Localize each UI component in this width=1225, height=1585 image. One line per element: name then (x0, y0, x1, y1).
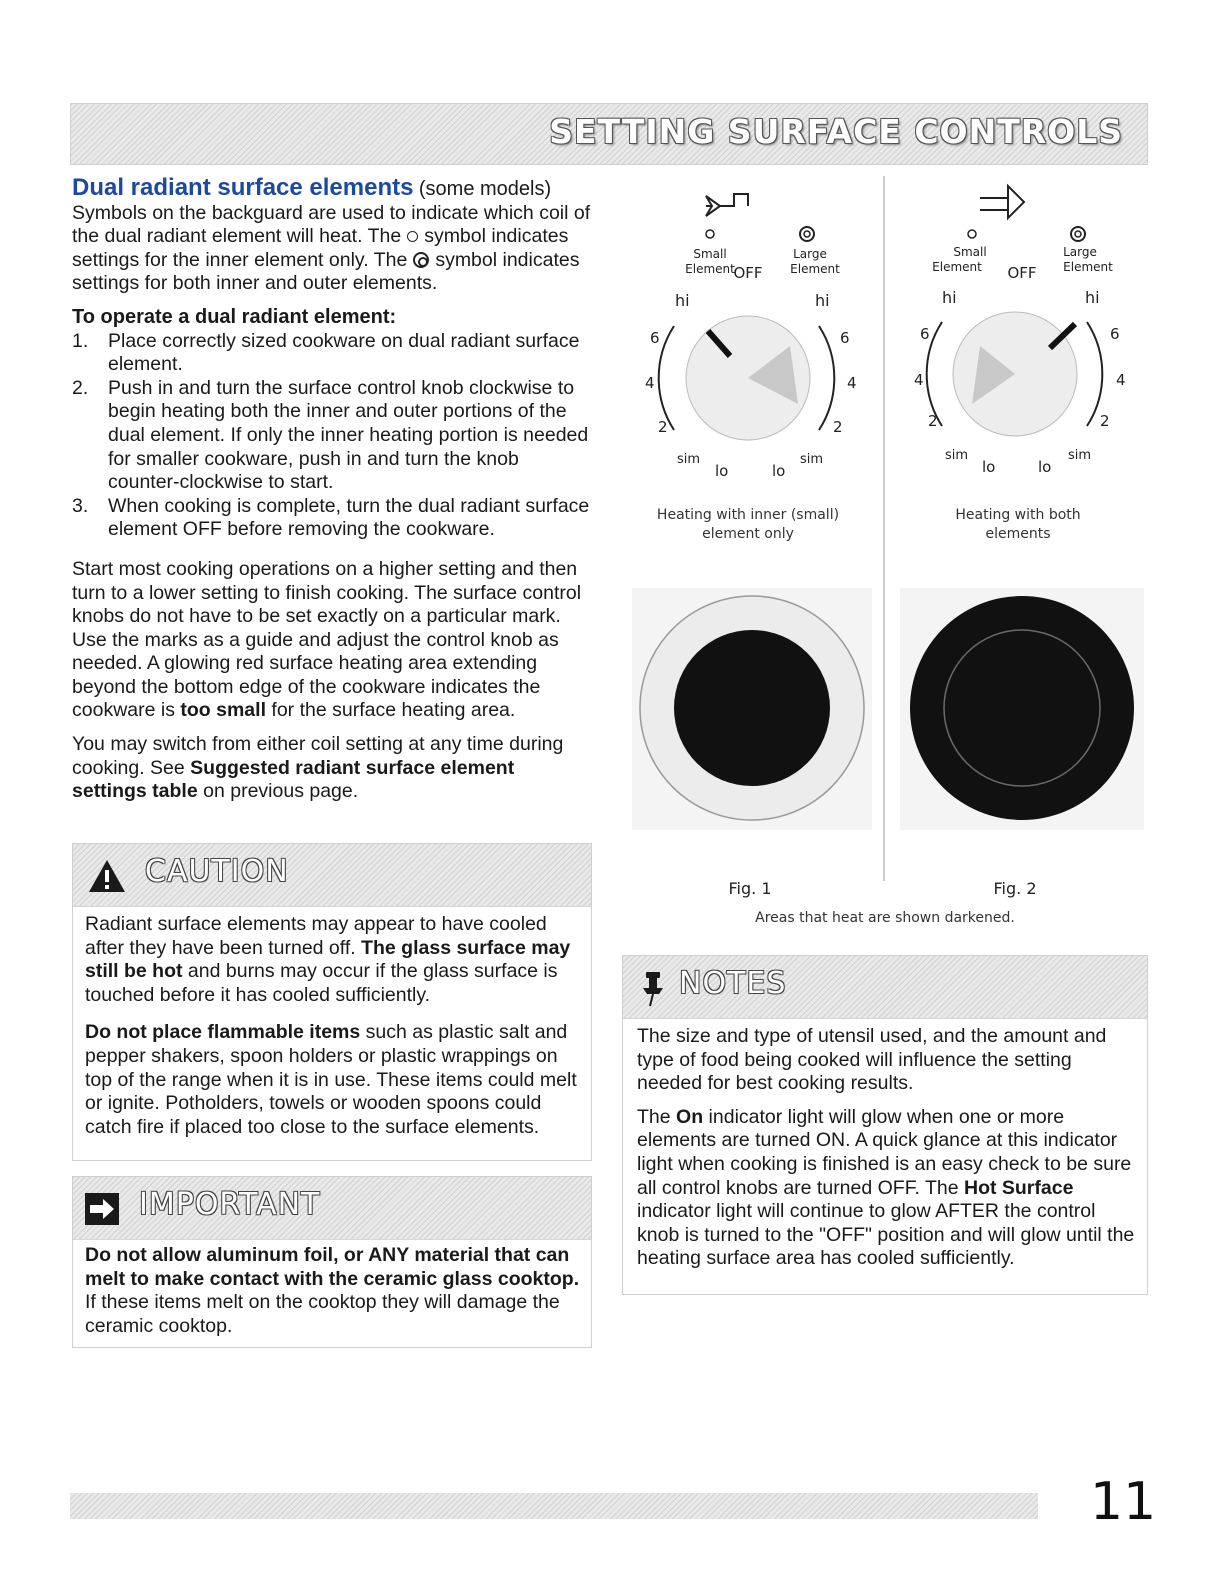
caution-body (73, 907, 591, 1147)
start-text-a: Start most cooking operations on a higher setting and then turn to a lower setting to finish cooking. The surface control knobs do not have to be set exactly on a particular mark. Use the marks as a guide and adjust the control knob as needed. A glowing red surface heating area extending beyond the bottom edge of the cookware indicates the cookware is (72, 557, 582, 722)
notes-body (623, 1019, 1147, 1279)
switch-text-c: on previous page. (203, 780, 359, 803)
element-diagram-1 (632, 588, 872, 830)
caution-text-a: Radiant surface elements may appear to have cooled after they have been turned off. (85, 913, 547, 959)
caution-paragraph-1 (85, 913, 581, 1007)
page-number: 11 (1090, 1472, 1157, 1532)
switch-text-a: You may switch from either coil setting at any time during cooking. See (72, 733, 564, 779)
lo-left: lo (715, 462, 729, 480)
hi-left-2: hi (942, 288, 957, 307)
important-paragraph (85, 1244, 581, 1338)
step-text: Push in and turn the surface control knob clockwise to begin heating both the inner and outer portions of the dual element. If only the inner heating portion is needed for smaller cookware, push in and turn the knob counter-clockwise to start. (108, 376, 589, 494)
switch-paragraph (72, 733, 594, 804)
lo-right: lo (772, 462, 786, 480)
figures-caption: Areas that heat are shown darkened. (755, 910, 1015, 926)
important-header (73, 1177, 591, 1240)
sim-left: sim (677, 452, 701, 467)
switch-text-bold: Suggested radiant surface element settings table (72, 756, 515, 803)
small-element-symbol-icon (706, 230, 714, 238)
element-label-1: Element (685, 262, 735, 276)
double-circle-icon (413, 252, 429, 268)
notes-text-hot-surface: Hot Surface (963, 1176, 1074, 1199)
important-title: IMPORTANT (139, 1187, 321, 1222)
step-number: 3. (72, 494, 89, 517)
footer-bar (70, 1493, 1038, 1519)
caution-title: CAUTION (145, 854, 289, 889)
notes-text-on: On (676, 1105, 704, 1128)
four-left-2: 4 (914, 371, 924, 389)
notes-header (623, 956, 1147, 1019)
small-element-symbol-icon-2 (968, 230, 976, 238)
dial-2-caption-line-2: elements (985, 526, 1051, 542)
lo-left-2: lo (982, 458, 996, 476)
six-right-2: 6 (1110, 325, 1120, 343)
step-number: 2. (72, 376, 89, 399)
notes-box (622, 955, 1148, 1295)
dual-radiant-heading: Dual radiant surface elements (72, 174, 414, 201)
large-label-2: Large (1063, 245, 1097, 259)
large-label-1: Large (793, 247, 827, 261)
notes-paragraph-2 (637, 1106, 1137, 1271)
large-element-symbol-icon (800, 227, 814, 241)
start-text-c: for the surface heating area. (271, 699, 516, 722)
left-column (72, 176, 594, 804)
sim-left-2: sim (945, 448, 969, 463)
four-right: 4 (847, 374, 857, 392)
intro-text-c: symbol indicates settings for both inner and outer elements. (72, 248, 580, 295)
start-text-bold: too small (180, 699, 266, 722)
element-label-2: Element (790, 262, 840, 276)
element-diagram-2 (900, 588, 1144, 830)
notes-text-a: The (637, 1105, 671, 1128)
two-right: 2 (833, 418, 843, 436)
off-label: OFF (733, 264, 763, 282)
small-label-1: Small (693, 247, 727, 261)
small-label-2: Small (953, 245, 987, 259)
sim-right: sim (800, 452, 824, 467)
dial-2-caption-line-1: Heating with both (955, 507, 1081, 523)
step-item (72, 495, 594, 542)
step-text: Place correctly sized cookware on dual radiant surface element. (108, 329, 580, 376)
caution-text-c: and burns may occur if the glass surface is touched before it has cooled sufficiently. (85, 960, 558, 1006)
operate-steps (72, 330, 594, 542)
notes-paragraph-1: The size and type of utensil used, and the amount and type of food being cooked will influence the setting needed for best cooking results. (637, 1025, 1107, 1095)
caution-header (73, 844, 591, 907)
caution-paragraph-2 (85, 1021, 581, 1139)
six-left: 6 (650, 329, 660, 347)
important-text-bold: Do not allow aluminum foil, or ANY material that can melt to make contact with the ceramic glass cooktop. (85, 1244, 580, 1290)
dial-1 (645, 194, 857, 542)
cw-arrowhead-icon (1008, 186, 1024, 218)
element-label-4: Element (1063, 260, 1113, 274)
step-text: When cooking is complete, turn the dual radiant surface element OFF before removing the cookware. (108, 494, 590, 541)
intro-paragraph (72, 202, 594, 296)
single-circle-icon (407, 231, 418, 242)
important-box (72, 1176, 592, 1348)
hi-right: hi (815, 291, 830, 310)
caution-box (72, 843, 592, 1161)
four-left: 4 (645, 374, 655, 392)
important-body (73, 1240, 591, 1346)
hi-left: hi (675, 291, 690, 310)
six-right: 6 (840, 329, 850, 347)
notes-text-c: indicator light will glow when one or more elements are turned ON. A quick glance at this indicator light when cooking is finished is an easy check to be sure all control knobs are turned OFF. The (637, 1105, 1132, 1199)
important-text: If these items melt on the cooktop they will damage the ceramic cooktop. (85, 1291, 560, 1337)
warning-triangle-icon (87, 858, 127, 894)
cw-arrow-icon (980, 188, 1010, 198)
hi-right-2: hi (1085, 288, 1100, 307)
off-label-2: OFF (1007, 264, 1037, 282)
step-item (72, 330, 594, 377)
notes-text-e: indicator light will continue to glow AFTER the control knob is turned to the "OFF" position and will glow until the heating surface area has cooled sufficiently. (637, 1200, 1135, 1270)
control-dials-figure (620, 176, 1150, 936)
dial-1-caption-line-2: element only (702, 526, 794, 542)
two-right-2: 2 (1100, 412, 1110, 430)
heading-suffix: (some models) (418, 178, 552, 200)
two-left: 2 (658, 418, 668, 436)
four-right-2: 4 (1116, 371, 1126, 389)
large-element-symbol-icon-2 (1071, 227, 1085, 241)
step-number: 1. (72, 329, 89, 352)
sim-right-2: sim (1068, 448, 1092, 463)
section-header-banner (70, 103, 1148, 165)
fig-1-label: Fig. 1 (728, 879, 772, 898)
six-left-2: 6 (920, 325, 930, 343)
operate-heading: To operate a dual radiant element: (72, 305, 397, 328)
element-label-3: Element (932, 260, 982, 274)
inner-element-1-heated (674, 630, 830, 786)
intro-heading (72, 176, 594, 202)
pushpin-icon (639, 968, 669, 1008)
two-left-2: 2 (928, 412, 938, 430)
notes-title: NOTES (679, 966, 787, 1001)
dial-1-caption-line-1: Heating with inner (small) (656, 507, 840, 523)
arrow-right-icon (85, 1193, 119, 1225)
figure-area (620, 176, 1150, 936)
dial-2 (914, 186, 1126, 542)
fig-2-label: Fig. 2 (993, 879, 1037, 898)
intro-text-a: Symbols on the backguard are used to indicate which coil of the dual radiant element will heat. The (72, 201, 591, 248)
step-item (72, 377, 594, 495)
caution-text-d: such as plastic salt and pepper shakers, spoon holders or plastic wrappings on top of the range when it is in use. These items could melt or ignite. Potholders, towels or wooden spoons could catch fire if placed too close to the surface elements. (85, 1021, 577, 1138)
lo-right-2: lo (1038, 458, 1052, 476)
caution-text-bold-2: Do not place flammable items (85, 1021, 361, 1044)
section-title: SETTING SURFACE CONTROLS (549, 112, 1123, 151)
start-paragraph (72, 558, 594, 723)
intro-text-b: symbol indicates settings for the inner element only. The (72, 225, 569, 271)
caution-text-bold: The glass surface may still be hot (85, 936, 571, 983)
